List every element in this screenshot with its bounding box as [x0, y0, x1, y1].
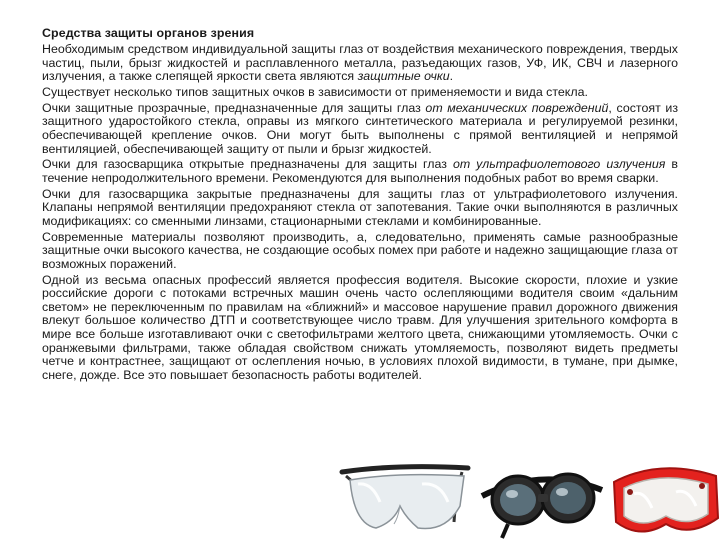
paragraph — [42, 86, 678, 100]
text-run: Очки для газосварщика закрытые предназначены для защиты глаз от ультрафиолетового излучения. Клапаны непрямой вентиляции предохраняют стекла от запотевания. Такие очки выполняются в различных модификациях: со сменными линзами, стационарными стеклами и комбинированные. — [42, 186, 678, 228]
page-title: Средства защиты органов зрения — [42, 26, 255, 40]
text-run: Одной из весьма опасных профессий является профессия водителя. Высокие скорости, плохие и узкие российские дороги с потоками встречных машин очень часто ослепляющими водителя своим «дальним светом» не переключенным по правилам на «ближний» и массовое нарушение правил дорожного движения влекут большое количество ДТП и соответствующее число травм. Для улучшения зрительного комфорта в мире все больше изготавливают очки с светофильтрами желтого цвета, снижающими утомляемость. Очки с оранжевыми фильтрами, также обладая свойством снижать утомляемость, позволяют видеть предметы четче и контрастнее, защищают от ослепления ночью, в условиях плохой видимости, в тумане, при дымке, снеге, дожде. Все это повышает безопасность работы водителей. — [42, 272, 678, 382]
clear-safety-glasses-photo — [336, 462, 474, 540]
emphasized-text: защитные очки — [357, 69, 450, 84]
text-run: Очки для газосварщика открытые предназначены для защиты глаз — [42, 157, 453, 172]
text-run: Современные материалы позволяют производить, а, следовательно, применять самые разнообразные защитные очки высокого качества, не создающие особых помех при работе и надежно защищающие глаза от возможных поражений. — [42, 229, 678, 271]
paragraph — [42, 231, 678, 272]
text-run: Очки защитные прозрачные, предназначенные для защиты глаз — [42, 100, 426, 115]
text-run: Существует несколько типов защитных очков в зависимости от применяемости и вида стекла. — [42, 84, 588, 99]
paragraph — [42, 43, 678, 84]
text-run: в течение непродолжительного времени. Рекомендуются для выполнения подобных работ во время сварки. — [42, 157, 679, 185]
paragraph — [42, 274, 678, 383]
paragraph — [42, 102, 678, 156]
closed-goggles-red-frame-photo — [610, 452, 720, 540]
welding-goggles-photo — [478, 446, 606, 540]
emphasized-text: от механических повреждений — [425, 100, 609, 115]
text-run: Необходимым средством индивидуальной защиты глаз от воздействия механического повреждения, твердых частиц, пыли, брызг жидкостей и расплавленного металла, разъедающих газов, УФ, ИК, СВЧ и лазерного излучения, а также слепящей яркости света являются — [42, 42, 678, 84]
emphasized-text: от ультрафиолетового излучения — [452, 157, 666, 172]
text-run: . — [449, 69, 454, 84]
text-run: , состоят из защитного ударостойкого стекла, оправы из мягкого синтетического материала и регулируемой резинки, обеспечивающей крепление очков. Они могут быть выполнены с прямой вентиляцией и непрямой вентиляцией, обеспечивающей защиту от пыли и брызг жидкостей. — [42, 100, 678, 156]
paragraph — [42, 158, 678, 185]
body-text — [42, 43, 678, 385]
paragraph — [42, 188, 678, 229]
